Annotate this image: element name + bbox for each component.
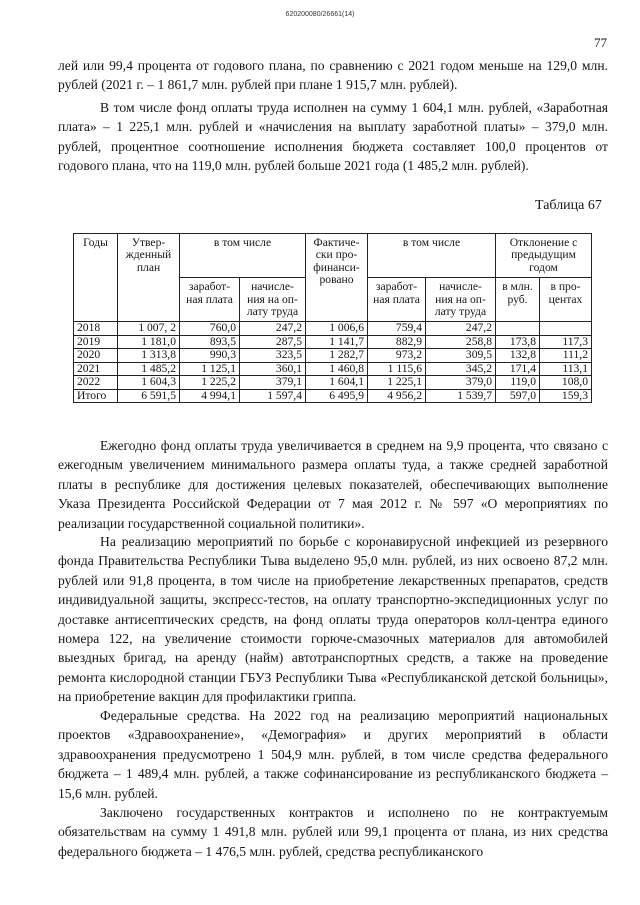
paragraph-4: На реализацию мероприятий по борьбе с коронавирусной инфекцией из резервного фонда Правительства Республики Тыва выделено 95,0 млн. рублей, из них освоено 87,2 млн. рублей или 91,8 процента, в том числе на приобретение лекарственных препаратов, средств индивидуальной защиты, экспресс-тестов, на оплату транспортно-экспедиционных услуг по доставке антисептических средств, на фонд оплаты труда операторов колл-центра единого номера 122, на увеличение стоимости горюче-смазочных материалов для автомобилей выездных бригад, на аренду (найм) автотранспортных средств, а также на проведение ремонта кислородной станции ГБУЗ Республики Тыва «Республиканской детской больницы», на приобретение вакцин для профилактики гриппа. (58, 534, 608, 705)
table-row (74, 376, 592, 390)
header-deviation: Отклонение с предыдущим годом (496, 234, 592, 278)
salary-fund-table (73, 233, 592, 403)
table-cell: 1 006,6 (306, 322, 368, 336)
table-cell: 159,3 (540, 389, 592, 403)
paragraph-6: Заключено государственных контрактов и исполнено по не контрактуемым обязательствам на сумму 1 491,8 млн. рублей или 99,1 процента от плана, из них средства федерального бюджета – 1 476,5 млн. рублей, средства республиканского (58, 805, 608, 859)
header-salary-actual: заработ- ная плата (368, 278, 426, 322)
table-cell: 1 604,3 (118, 376, 180, 390)
page-number: 77 (594, 35, 607, 50)
table-row-total (74, 389, 592, 403)
table-cell: 309,5 (426, 349, 496, 363)
table-cell: 173,8 (496, 335, 540, 349)
table-cell: 759,4 (368, 322, 426, 336)
paragraph-2: В том числе фонд оплаты труда исполнен на сумму 1 604,1 млн. рублей, «Заработная плата» – 1 225,1 млн. рублей и «начисления на выплату заработной платы» – 379,0 млн. рублей, процентное соотношение исполнения бюджета составляет 100,0 процентов от годового плана, что на 119,0 млн. рублей больше 2021 года (1 485,2 млн. рублей). (58, 100, 608, 174)
header-including-plan: в том числе (180, 234, 306, 278)
table-cell: 4 994,1 (180, 389, 240, 403)
table-cell: Итого (74, 389, 118, 403)
header-actual-financed: Фактиче- ски про- финанси- ровано (306, 234, 368, 322)
table-cell: 379,1 (240, 376, 306, 390)
header-years: Годы (74, 234, 118, 322)
table-cell: 111,2 (540, 349, 592, 363)
table-cell: 1 225,2 (180, 376, 240, 390)
table-cell: 247,2 (240, 322, 306, 336)
table-cell: 893,5 (180, 335, 240, 349)
paragraph-3: Ежегодно фонд оплаты труда увеличивается в среднем на 9,9 процента, что связано с ежегодным увеличением минимального размера оплаты туда, а также средней заработной платы в республике для достижения целевых показателей, обеспечивающих выполнение Указа Президента Российской Федерации от 7 мая 2012 г. № 597 «О мероприятиях по реализации государственной социальной политики». (58, 438, 608, 531)
table-cell: 379,0 (426, 376, 496, 390)
table-cell: 132,8 (496, 349, 540, 363)
document-code: 620200080/26661(14) (285, 11, 355, 18)
table-cell: 258,8 (426, 335, 496, 349)
table-cell: 1 115,6 (368, 362, 426, 376)
table-cell: 1 125,1 (180, 362, 240, 376)
table-cell: 6 591,5 (118, 389, 180, 403)
table-cell: 345,2 (426, 362, 496, 376)
table-cell: 2020 (74, 349, 118, 363)
table-cell: 247,2 (426, 322, 496, 336)
table-row (74, 335, 592, 349)
table-cell: 1 460,8 (306, 362, 368, 376)
paragraph-1: лей или 99,4 процента от годового плана, по сравнению с 2021 годом меньше на 129,0 млн. рублей (2021 г. – 1 861,7 млн. рублей при плане 1 915,7 млн. рублей). (58, 58, 608, 93)
header-salary-plan: заработ- ная плата (180, 278, 240, 322)
table-cell: 1 604,1 (306, 376, 368, 390)
table-cell: 990,3 (180, 349, 240, 363)
table-cell: 1 597,4 (240, 389, 306, 403)
table-cell: 287,5 (240, 335, 306, 349)
table-cell: 882,9 (368, 335, 426, 349)
header-deviation-mln: в млн. руб. (496, 278, 540, 322)
table-cell: 597,0 (496, 389, 540, 403)
table-cell: 2021 (74, 362, 118, 376)
table-cell: 2019 (74, 335, 118, 349)
table-caption: Таблица 67 (535, 198, 602, 213)
header-accruals-actual: начисле- ния на оп- лату труда (426, 278, 496, 322)
header-including-actual: в том числе (368, 234, 496, 278)
table-cell: 973,2 (368, 349, 426, 363)
table-cell: 1 539,7 (426, 389, 496, 403)
table-cell: 113,1 (540, 362, 592, 376)
table-cell: 117,3 (540, 335, 592, 349)
table-cell: 6 495,9 (306, 389, 368, 403)
table-cell: 1 225,1 (368, 376, 426, 390)
table-cell: 760,0 (180, 322, 240, 336)
table-cell: 4 956,2 (368, 389, 426, 403)
paragraph-5: Федеральные средства. На 2022 год на реализацию мероприятий национальных проектов «Здравоохранение», «Демография» и других мероприятий в области здравоохранения предусмотрено 1 504,9 млн. рублей, в том числе средства федерального бюджета – 1 489,4 млн. рублей, а также софинансирование из республиканского бюджета – 15,6 млн. рублей. (58, 708, 608, 801)
table-cell: 2022 (74, 376, 118, 390)
header-deviation-pct: в про- центах (540, 278, 592, 322)
table-cell (496, 322, 540, 336)
table-cell: 323,5 (240, 349, 306, 363)
table-cell: 360,1 (240, 362, 306, 376)
table-cell: 108,0 (540, 376, 592, 390)
table-cell: 2018 (74, 322, 118, 336)
header-approved-plan: Утвер- жденный план (118, 234, 180, 322)
table-cell (540, 322, 592, 336)
table-cell: 1 141,7 (306, 335, 368, 349)
header-accruals-plan: начисле- ния на оп- лату труда (240, 278, 306, 322)
table-cell: 119,0 (496, 376, 540, 390)
table-cell: 1 007, 2 (118, 322, 180, 336)
table-row (74, 362, 592, 376)
table-cell: 1 181,0 (118, 335, 180, 349)
table-cell: 1 313,8 (118, 349, 180, 363)
table-row (74, 349, 592, 363)
table-cell: 1 282,7 (306, 349, 368, 363)
table-cell: 171,4 (496, 362, 540, 376)
table-row (74, 322, 592, 336)
table-cell: 1 485,2 (118, 362, 180, 376)
